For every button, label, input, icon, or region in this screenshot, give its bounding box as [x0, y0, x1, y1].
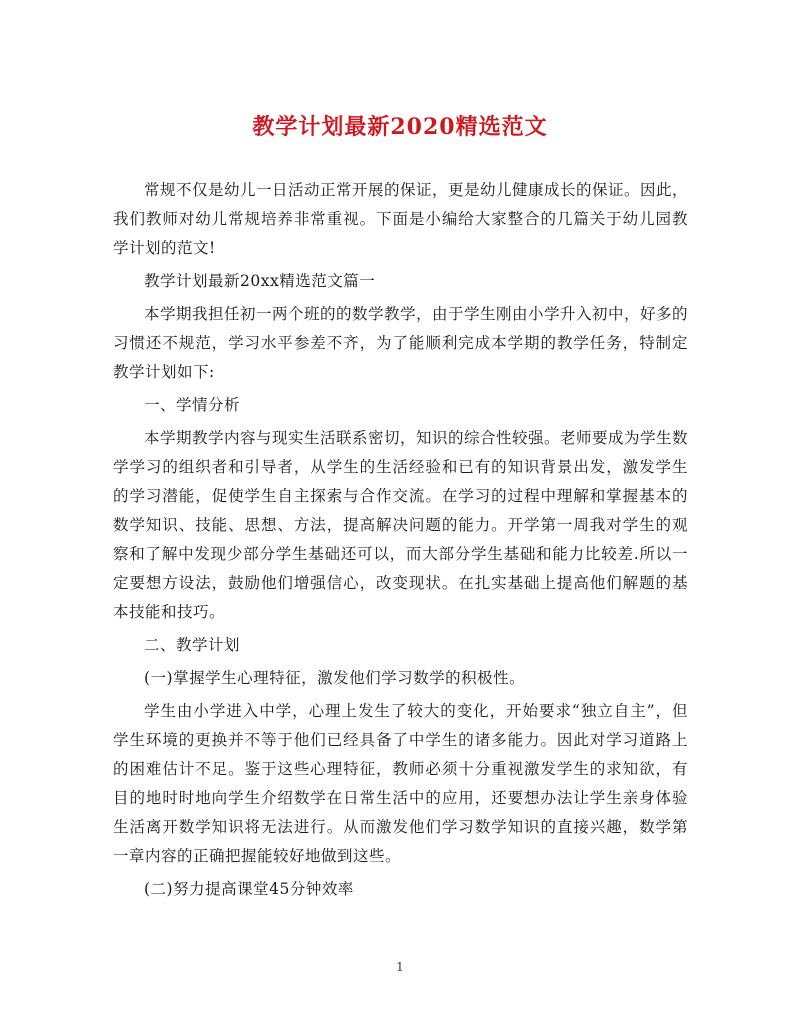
student-analysis-paragraph: 本学期教学内容与现实生活联系密切，知识的综合性较强。老师要成为学生数学学习的组织者和引导者，从学生的生活经验和已有的知识背景出发，激发学生的学习潜能，促使学生自主探索与合作交流。在学习的过程中理解和掌握基本的数学知识、技能、思想、方法，提高解决问题的能力。开学第一周我对学生的观察和了解中发现少部分学生基础还可以，而大部分学生基础和能力比较差.所以一定要想方设法，鼓励他们增强信心，改变现状。在扎实基础上提高他们解题的基本技能和技巧。	[113, 429, 689, 621]
document-body	[113, 176, 688, 904]
subheading-classroom-efficiency: (二)努力提高课堂45分钟效率	[144, 880, 354, 898]
teaching-intro-paragraph: 本学期我担任初一两个班的的数学教学，由于学生刚由小学升入初中，好多的习惯还不规范，学习水平参差不齐，为了能顺利完成本学期的教学任务，特制定教学计划如下:	[113, 305, 689, 381]
section-heading-part-one: 教学计划最新20xx精选范文篇一	[144, 272, 376, 290]
intro-paragraph: 常规不仅是幼儿一日活动正常开展的保证，更是幼儿健康成长的保证。因此，我们教师对幼儿常规培养非常重视。下面是小编给大家整合的几篇关于幼儿园教学计划的范文!	[113, 181, 689, 257]
document-title: 教学计划最新2020精选范文	[252, 114, 548, 140]
psychology-paragraph: 学生由小学进入中学，心理上发生了较大的变化，开始要求“独立自主”，但学生环境的更换并不等于他们已经具备了中学生的诸多能力。因此对学习道路上的困难估计不足。鉴于这些心理特征，教师必须十分重视激发学生的求知欲，有目的地时时地向学生介绍数学在日常生活中的应用，还要想办法让学生亲身体验生活离开数学知识将无法进行。从而激发他们学习数学知识的直接兴趣，数学第一章内容的正确把握能较好地做到这些。	[113, 702, 688, 865]
subheading-psychology: (一)掌握学生心理特征，激发他们学习数学的积极性。	[144, 669, 526, 687]
heading-teaching-plan: 二、教学计划	[144, 636, 241, 654]
heading-student-analysis: 一、学情分析	[144, 396, 241, 414]
page-number: 1	[396, 960, 404, 974]
